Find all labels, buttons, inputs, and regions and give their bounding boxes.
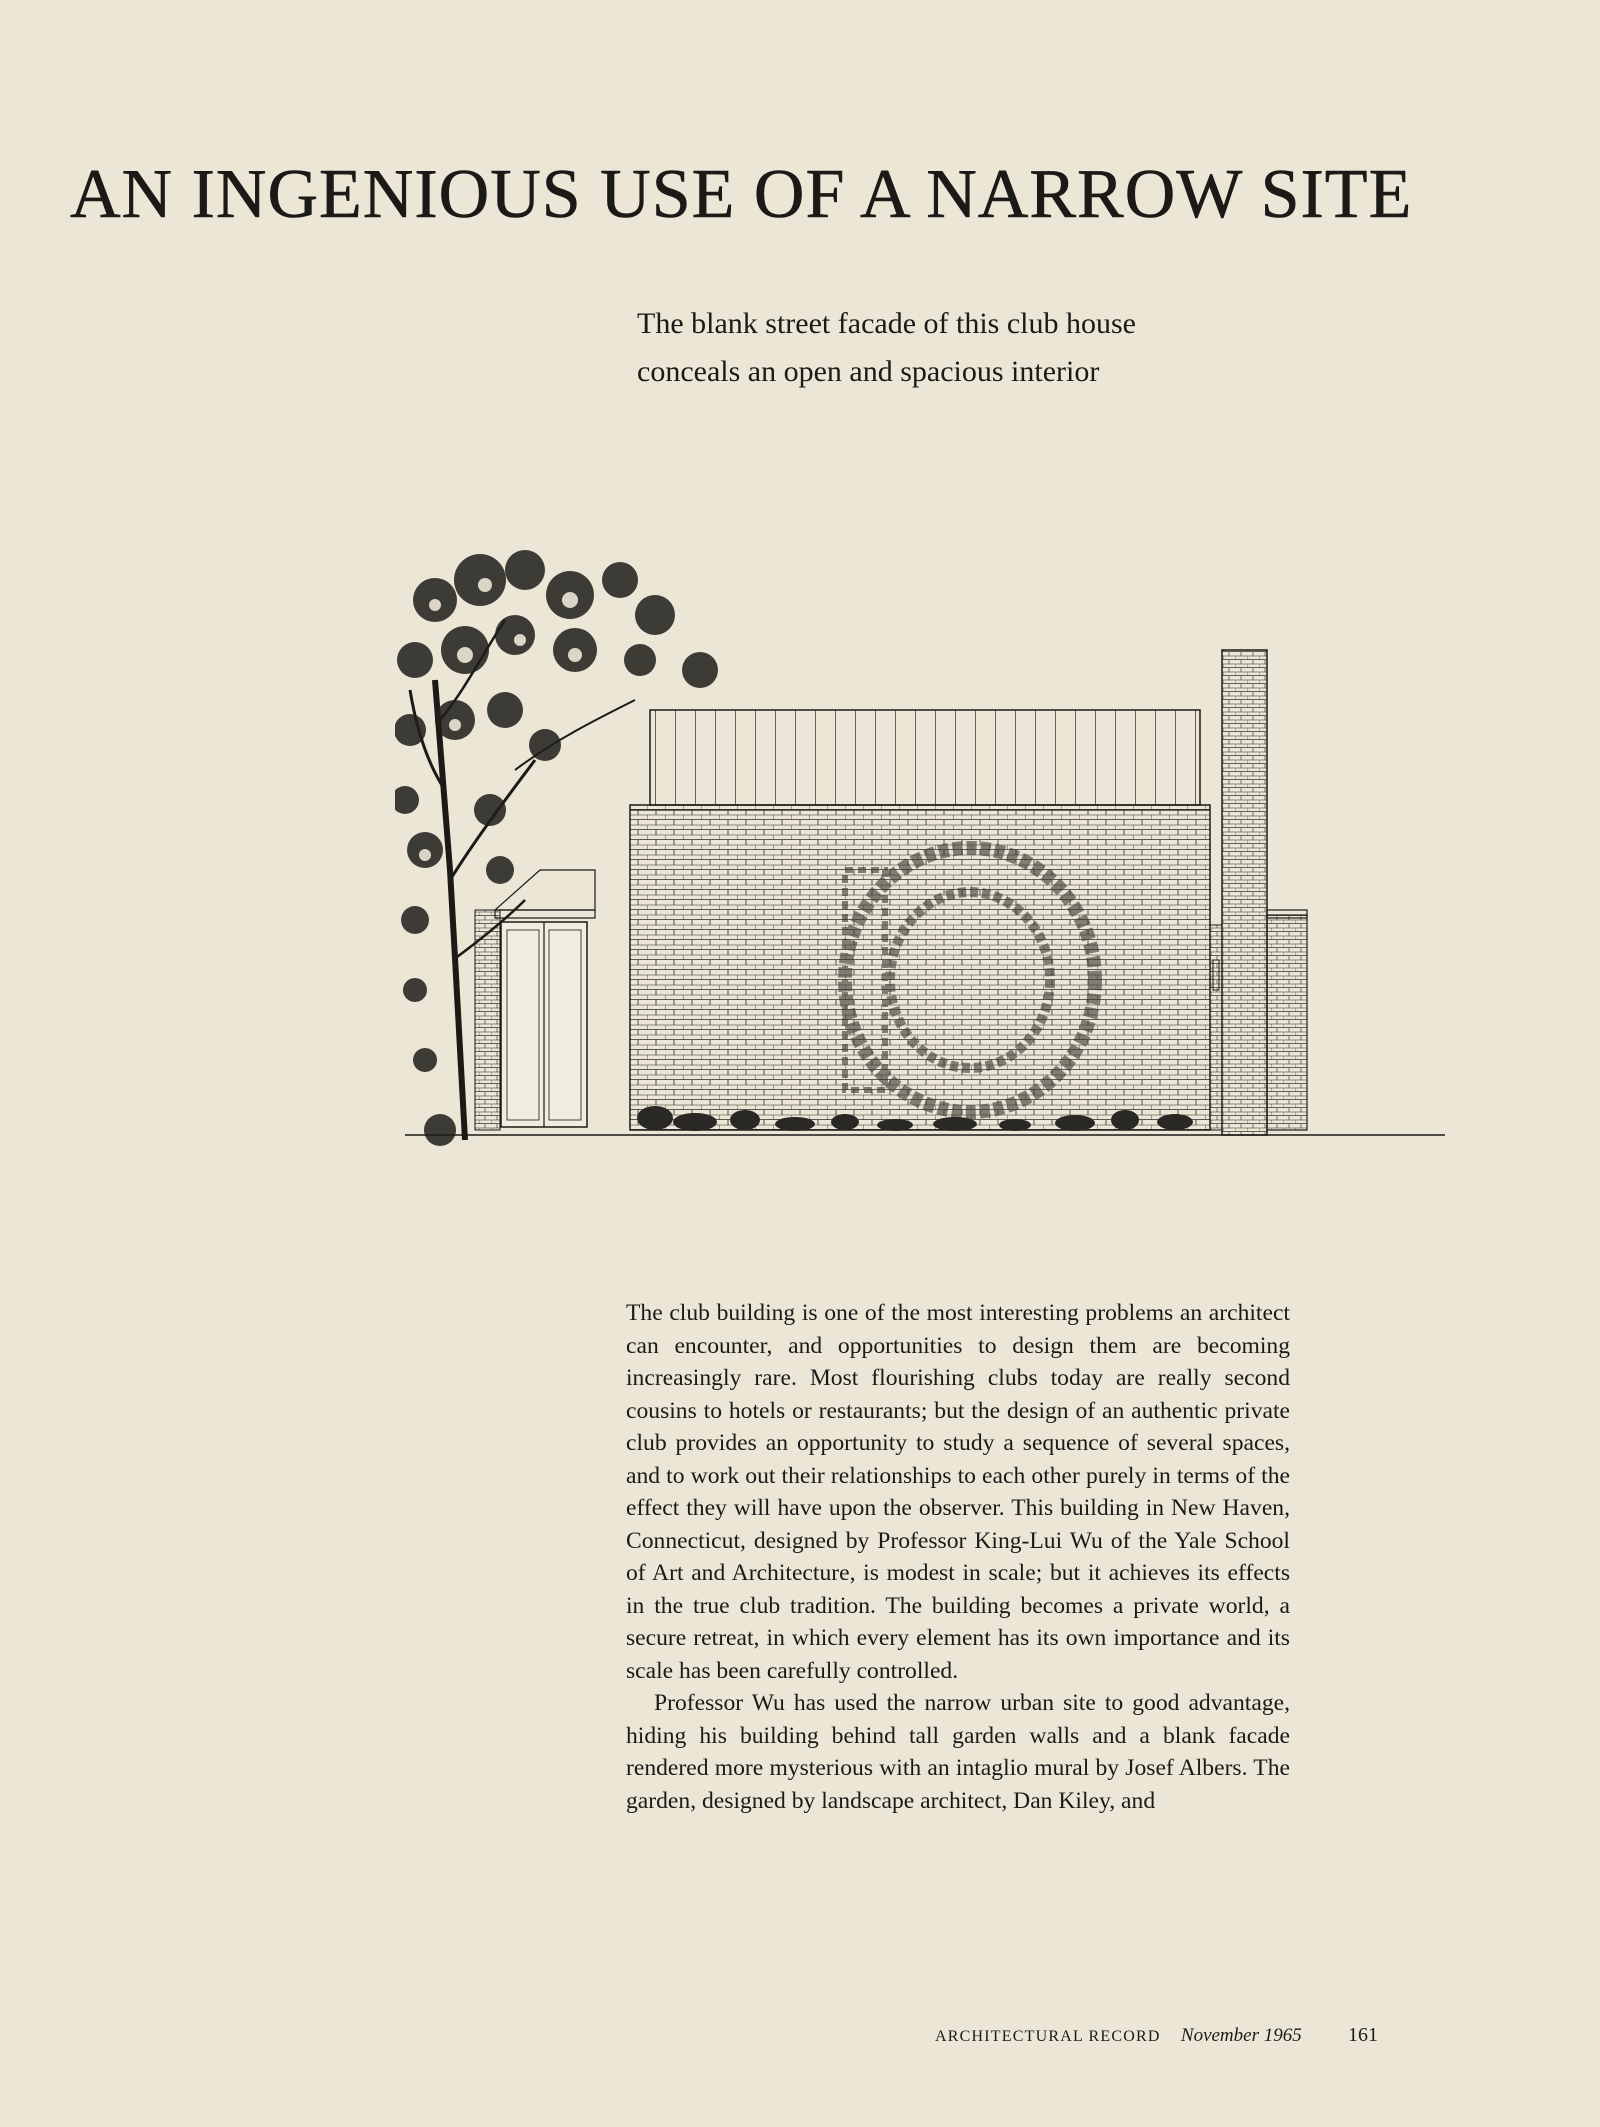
deck-line-2: conceals an open and spacious interior — [637, 355, 1100, 388]
body-paragraph-1: The club building is one of the most interesting problems an architect can encounter, and opportunities to design them are becoming increasingly rare. Most flourishing clubs today are really second cousins to hotels or restaurants; but the design of an authentic private club provides an opportunity to study a sequence of several spaces, and to work out their relationships to each other purely in terms of the effect they will have upon the observer. This building in New Haven, Connecticut, designed by Professor King-Lui Wu of the Yale School of Art and Architecture, is modest in scale; but it achieves its effects in the true club tradition. The building becomes a private world, a secure retreat, in which every element has its own importance and its scale has been carefully controlled. — [626, 1300, 1290, 1684]
chimney — [1222, 650, 1267, 1135]
ribbed-parapet — [650, 710, 1200, 805]
garden-wall-left — [475, 910, 500, 1130]
subtitle-deck — [637, 300, 1257, 396]
deck-line-1: The blank street facade of this club house — [637, 307, 1136, 340]
page-footer — [935, 2024, 1455, 2047]
page-number: 161 — [1347, 2024, 1378, 2046]
garden-wall-right — [1267, 915, 1307, 1130]
side-wing — [1210, 925, 1222, 1130]
issue-date: November 1965 — [1180, 2025, 1302, 2046]
article-title: AN INGENIOUS USE OF A NARROW SITE — [70, 156, 1413, 233]
body-paragraph-2: Professor Wu has used the narrow urban site to good advantage, hiding his building behind tall garden walls and a blank facade rendered more mysterious with an intaglio mural by Josef Albers. The garden, designed by landscape architect, Dan Kiley, and — [626, 1690, 1290, 1814]
article-body — [626, 1297, 1290, 1817]
building-elevation-drawing — [395, 540, 1445, 1170]
publication-name: ARCHITECTURAL RECORD — [935, 2028, 1161, 2045]
